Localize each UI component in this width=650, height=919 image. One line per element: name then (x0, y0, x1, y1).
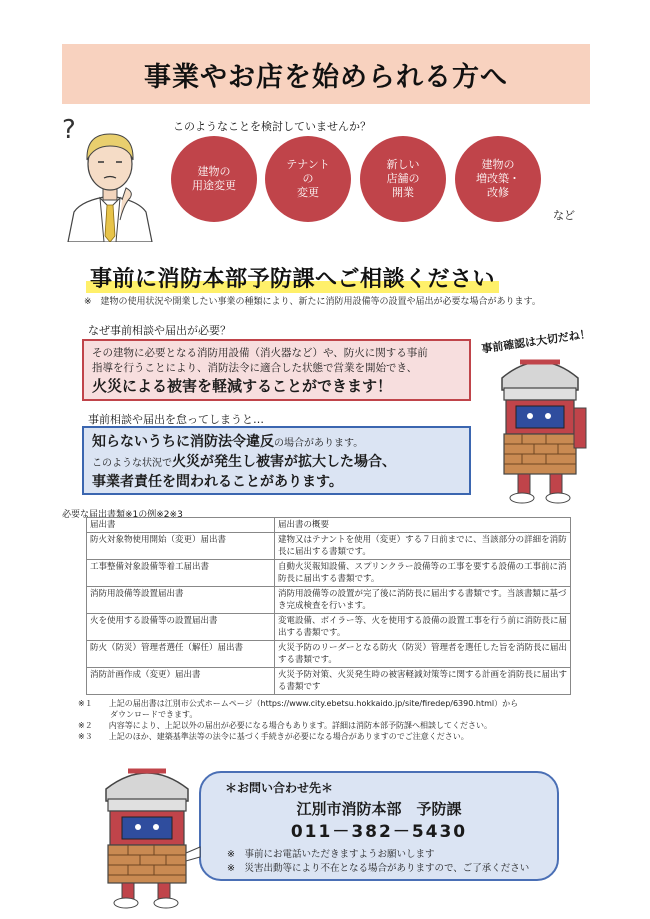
svg-text:?: ? (62, 115, 76, 145)
contact-note-1: ※ 事前にお電話いただきますようお願いします (227, 849, 435, 860)
table-cell-summary: 消防用設備等の設置が完了後に消防長に届出する書類です。当該書類に基づき完成検査を行います。 (275, 587, 571, 614)
neglect-line1-tail: の場合があります。 (274, 438, 364, 449)
neglect-line3: 事業者責任を問われることがあります。 (92, 474, 343, 490)
why-question: なぜ事前相談や届出が必要？ (88, 324, 231, 337)
table-cell-form: 防火対象物使用開始（変更）届出書 (87, 533, 275, 560)
table-header-summary: 届出書の概要 (275, 518, 571, 533)
table-row (87, 614, 571, 641)
table-row (87, 668, 571, 695)
circle-tenant-change: テナント の 変更 (265, 136, 351, 222)
why-box (82, 339, 471, 401)
table-cell-form: 防火（防災）管理者選任（解任）届出書 (87, 641, 275, 668)
footnote-2: ※２ 内容等により、上記以外の届出が必要になる場合もあります。詳細は消防本部予防課へ相談してください。 (78, 721, 493, 730)
contact-phone[interactable]: 011－382－5430 (290, 822, 468, 842)
page-title: 事業やお店を始められる方へ (144, 61, 508, 93)
neglect-line2-pre: このような状況で (92, 458, 172, 469)
table-cell-form: 火を使用する設備等の設置届出書 (87, 614, 275, 641)
etc-text: など (553, 209, 575, 222)
contact-note-2: ※ 災害出動等により不在となる場合がありますので、ご了承ください (227, 863, 530, 874)
why-line3: 火災による被害を軽減することができます！ (92, 377, 393, 395)
contact-org: 江別市消防本部 予防課 (296, 800, 462, 818)
table-cell-summary: 変電設備、ボイラー等、火を使用する設備の設置工事を行う前に消防長に届出する書類です。 (275, 614, 571, 641)
headline-note: ※ 建物の使用状況や開業したい事業の種類により、新たに消防用設備等の設置や届出が必要な場合があります。 (84, 297, 541, 307)
table-row (87, 560, 571, 587)
table-row (87, 587, 571, 614)
table-cell-summary: 自動火災報知設備、スプリンクラー設備等の工事を要する設備の工事前に消防長に届出する書類です。 (275, 560, 571, 587)
neglect-box (82, 426, 471, 495)
table-cell-form: 工事整備対象設備等着工届出書 (87, 560, 275, 587)
circle-new-store: 新しい 店舗の 開業 (360, 136, 446, 222)
table-cell-form: 消防計画作成（変更）届出書 (87, 668, 275, 695)
table-caption: 必要な届出書類※1の例※2※3 (62, 510, 183, 520)
question-text: このようなことを検討していませんか？ (173, 120, 371, 133)
why-line2: 指導を行うことにより、消防法令に適合した状態で営業を開始でき、 (92, 362, 418, 374)
circle-renovation: 建物の 増改築・ 改修 (455, 136, 541, 222)
mascot-speech: 事前確認は大切だね！ (480, 327, 592, 356)
circle-use-change: 建物の 用途変更 (171, 136, 257, 222)
table-cell-summary: 火災予防対策、火災発生時の被害軽減対策等に関する計画を消防長に届出する書類です (275, 668, 571, 695)
footnote-1-cont: ダウンロードできます。 (78, 710, 198, 719)
table-cell-summary: 火災予防のリーダーとなる防火（防災）管理者を選任した旨を消防長に届出する書類です。 (275, 641, 571, 668)
mascot-brick-character-icon (490, 348, 590, 506)
neglect-line1-main: 知らないうちに消防法令違反 (92, 434, 274, 450)
why-line1: その建物に必要となる消防用設備（消火器など）や、防火に関する事前 (92, 347, 428, 359)
contact-label: ＊お問い合わせ先＊ (225, 781, 334, 795)
neglect-line2-main: 火災が発生し被害が拡大した場合、 (172, 454, 396, 470)
table-cell-summary: 建物又はテナントを使用（変更）する７日前までに、当該部分の詳細を消防長に届出する書類です。 (275, 533, 571, 560)
footnote-1: ※１ 上記の届出書は江別市公式ホームページ（https://www.city.ebetsu.hokkaido.jp/site/firedep/6390.html）から (78, 699, 519, 708)
footnote-3: ※３ 上記のほか、建築基準法等の法令に基づく手続きが必要になる場合がありますのでご注意ください。 (78, 732, 469, 741)
mascot-pointing-icon (92, 757, 202, 909)
businessman-illustration (60, 112, 160, 242)
neglect-question: 事前相談や届出を怠ってしまうと… (88, 413, 264, 426)
table-row (87, 641, 571, 668)
title-banner (62, 44, 590, 104)
forms-table (86, 517, 571, 695)
table-header-form: 届出書 (87, 518, 275, 533)
table-row (87, 533, 571, 560)
table-cell-form: 消防用設備等設置届出書 (87, 587, 275, 614)
main-headline: 事前に消防本部予防課へご相談ください (86, 262, 499, 293)
